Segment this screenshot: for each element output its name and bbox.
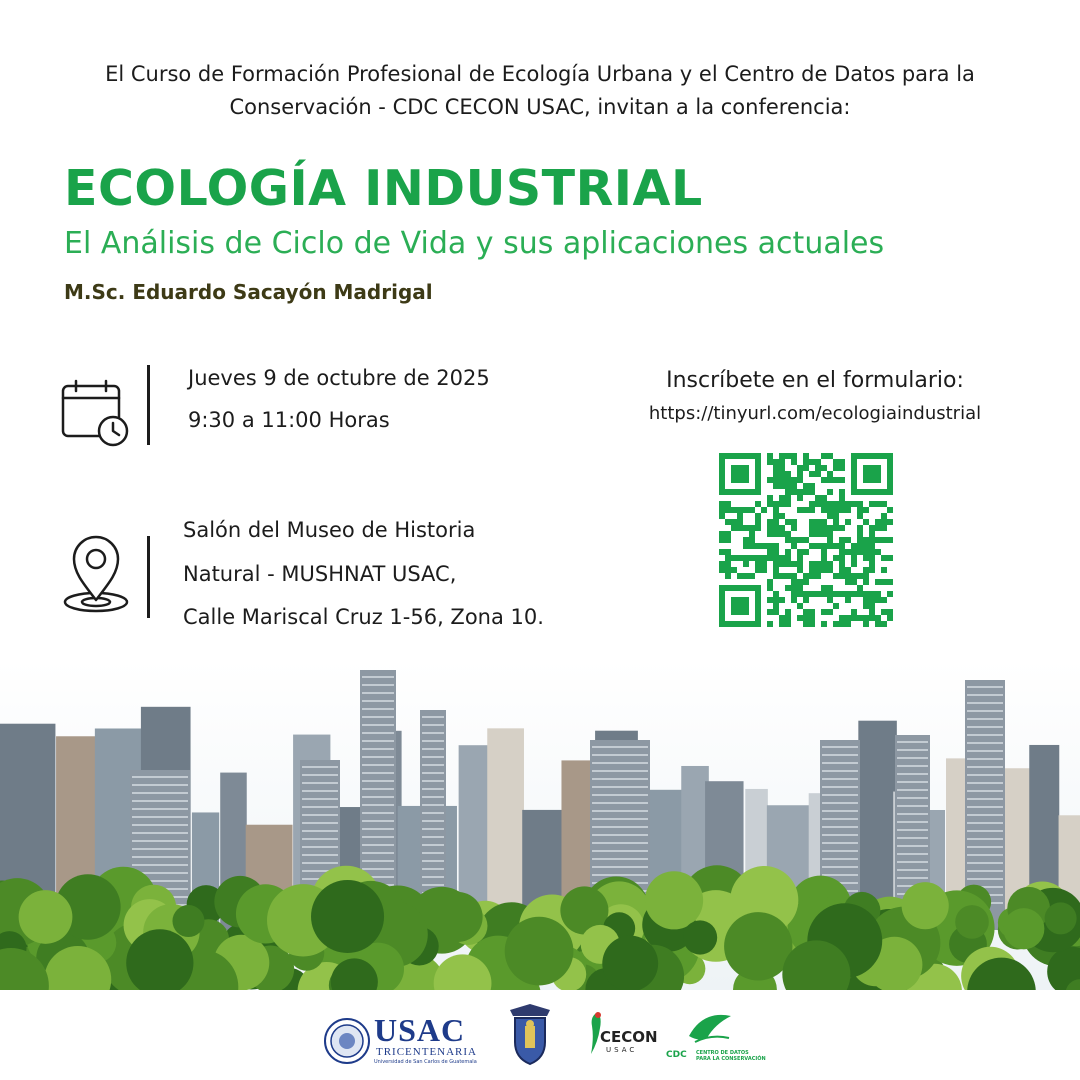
- event-title: ECOLOGÍA INDUSTRIAL: [64, 160, 703, 217]
- cdc-wordmark: CDC: [666, 1050, 687, 1060]
- intro-line-2: Conservación - CDC CECON USAC, invitan a la conferencia:: [229, 95, 851, 119]
- schedule-divider: [147, 365, 150, 445]
- registration-url[interactable]: https://tinyurl.com/ecologiaindustrial: [648, 403, 982, 424]
- location-divider: [147, 536, 150, 618]
- cecon-usac-label: USAC: [606, 1046, 638, 1054]
- event-subtitle: El Análisis de Ciclo de Vida y sus aplicaciones actuales: [64, 226, 885, 261]
- cdc-leaf-icon: [685, 1008, 735, 1052]
- usac-fullname: Universidad de San Carlos de Guatemala: [374, 1059, 477, 1065]
- intro-text: [0, 58, 1080, 124]
- usac-tricentenaria: TRICENTENARIA: [376, 1046, 477, 1058]
- event-time: 9:30 a 11:00 Horas: [188, 408, 390, 432]
- registration-label: Inscríbete en el formulario:: [666, 368, 964, 393]
- speaker-name: M.Sc. Eduardo Sacayón Madrigal: [64, 280, 433, 304]
- location-line-2: Natural - MUSHNAT USAC,: [183, 562, 457, 586]
- calendar-clock-icon: [60, 378, 132, 454]
- cecon-wordmark: CECON: [600, 1028, 658, 1046]
- usac-wordmark: USAC: [374, 1012, 466, 1048]
- cdc-fullname: CENTRO DE DATOS PARA LA CONSERVACIÓN: [696, 1050, 766, 1062]
- map-pin-icon: [62, 534, 132, 618]
- faculty-crest-icon: [505, 1002, 555, 1072]
- intro-line-1: El Curso de Formación Profesional de Ecología Urbana y el Centro de Datos para la: [105, 62, 975, 86]
- location-line-3: Calle Mariscal Cruz 1-56, Zona 10.: [183, 605, 544, 629]
- partner-logos: [0, 990, 1080, 1080]
- registration-qr-code[interactable]: [719, 453, 893, 627]
- usac-seal-icon: [324, 1018, 370, 1068]
- location-line-1: Salón del Museo de Historia: [183, 518, 476, 542]
- city-skyline-illustration: [0, 660, 1080, 990]
- event-date: Jueves 9 de octubre de 2025: [188, 366, 490, 390]
